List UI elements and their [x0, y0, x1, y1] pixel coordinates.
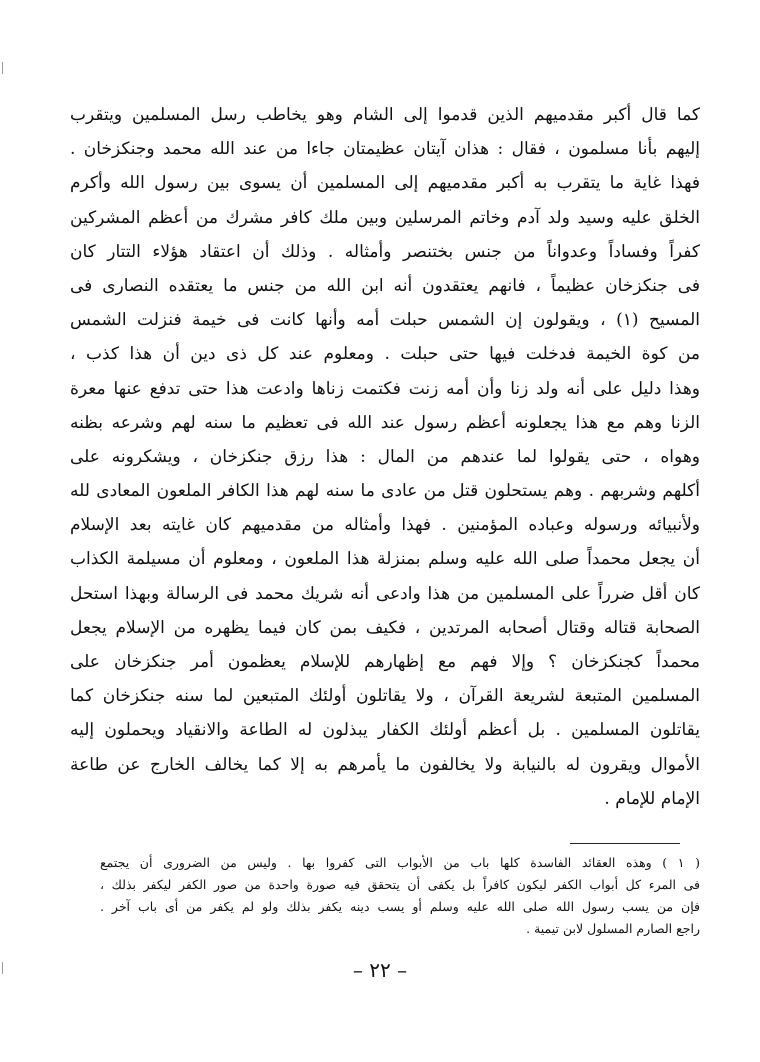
- main-text: [70, 98, 700, 816]
- text-line: المسيح (١) ، ويقولون إن الشمس حبلت أمه وأنها كانت فى خيمة فنزلت الشمس: [70, 310, 700, 331]
- left-margin-mark: [2, 62, 3, 74]
- text-line: كفراً وفساداً وعدواناً من جنس بختنصر وأمثاله . وذلك أن اعتقاد هؤلاء التتار كان: [70, 241, 700, 262]
- text-line: من كوة الخيمة فدخلت فيها حتى حبلت . ومعلوم عند كل ذى دين أن هذا كذب ،: [70, 344, 700, 365]
- text-line: كان أقل ضرراً على المسلمين من هذا وادعى أنه شريك محمد فى الرسالة وبهذا استحل: [70, 583, 700, 604]
- footnote-line: ( ١ ) وهذه العقائد الفاسدة كلها باب من الأبواب التى كفروا بها . وليس من الضرورى أن يجتمع: [100, 855, 700, 870]
- text-line: يقاتلون المسلمين . بل أعظم أولئك الكفار يبذلون له الطاعة والانقياد ويحملون إليه: [70, 720, 700, 741]
- text-line: فى جنكزخان عظيماً ، فانهم يعتقدون أنه ابن الله من جنس ما يعتقده النصارى فى: [70, 275, 700, 296]
- text-line: كما قال أكبر مقدميهم الذين قدموا إلى الشام وهو يخاطب رسل المسلمين ويتقرب: [70, 105, 700, 125]
- text-line: أكلهم وشربهم . وهم يستحلون قتل من عادى ما سنه لهم هذا الكافر الملعون المعادى لله: [70, 481, 700, 502]
- text-line: وهذا دليل على أنه ولد زنا وأن أمه زنت فكتمت زناها وادعت هذا حتى تدفع عنها معرة: [70, 378, 700, 399]
- text-line: الزنا وهم مع هذا يجعلونه أعظم رسول عند الله فى تعظيم ما سنه لهم وشرعه بظنه: [70, 412, 700, 433]
- text-line: الخلق عليه وسيد ولد آدم وخاتم المرسلين وبين ملك كافر مشرك من أعظم المشركين: [70, 207, 700, 228]
- footnote-separator: [570, 843, 680, 844]
- text-line: الصحابة قتاله وقتال أصحابه المرتدين ، فكيف بمن كان فيما يظهره من الإسلام يجعل: [70, 617, 700, 638]
- text-line: أن يجعل محمداً صلى الله عليه وسلم بمنزلة هذا الملعون ، ومعلوم أن مسيلمة الكذاب: [70, 549, 700, 570]
- text-line: محمداً كجنكزخان ؟ وإلا فهم مع إظهارهم للإسلام يعظمون أمر جنكزخان على: [70, 652, 700, 672]
- text-line: إليهم بأنا مسلمون ، فقال : هذان آيتان عظيمتان جاءا من عند الله محمد وجنكزخان .: [70, 139, 700, 160]
- footnotes: [100, 852, 700, 940]
- footnote-line: فإن من يسب رسول الله صلى الله عليه وسلم أو يسب دينه يكفر بذلك ولو لم يكفر من أى باب آخر .: [100, 899, 700, 914]
- text-line: المسلمين المتبعة لشريعة القرآن ، ولا يقاتلون أولئك المتبعين لما سنه جنكزخان كما: [70, 686, 700, 707]
- text-line: الأموال ويقرون له بالنيابة ولا يخالفون ما يأمرهم به إلا كما يخالف الخارج عن طاعة: [70, 754, 700, 775]
- text-line: فهذا غاية ما يتقرب به أكبر مقدميهم إلى المسلمين أن يسوى بين رسول الله وأكرم: [70, 173, 700, 194]
- footnote-line: راجع الصارم المسلول لابن تيمية .: [526, 921, 700, 936]
- left-margin-mark: [2, 962, 3, 974]
- text-line: الإمام للإمام .: [604, 788, 700, 809]
- text-line: وهواه ، حتى يقولوا لما عندهم من المال : هذا رزق جنكزخان ، ويشكرونه على: [70, 446, 700, 467]
- text-line: ولأنبيائه ورسوله وعباده المؤمنين . فهذا وأمثاله من مقدميهم كان غايته بعد الإسلام: [70, 515, 700, 536]
- page-number: – ٢٢ –: [352, 958, 408, 982]
- footnote-line: فى المرء كل أبواب الكفر ليكون كافراً بل يكفى أن يتحقق فيه صورة واحدة من صور الكفر ليكفر بذلك ،: [100, 877, 700, 892]
